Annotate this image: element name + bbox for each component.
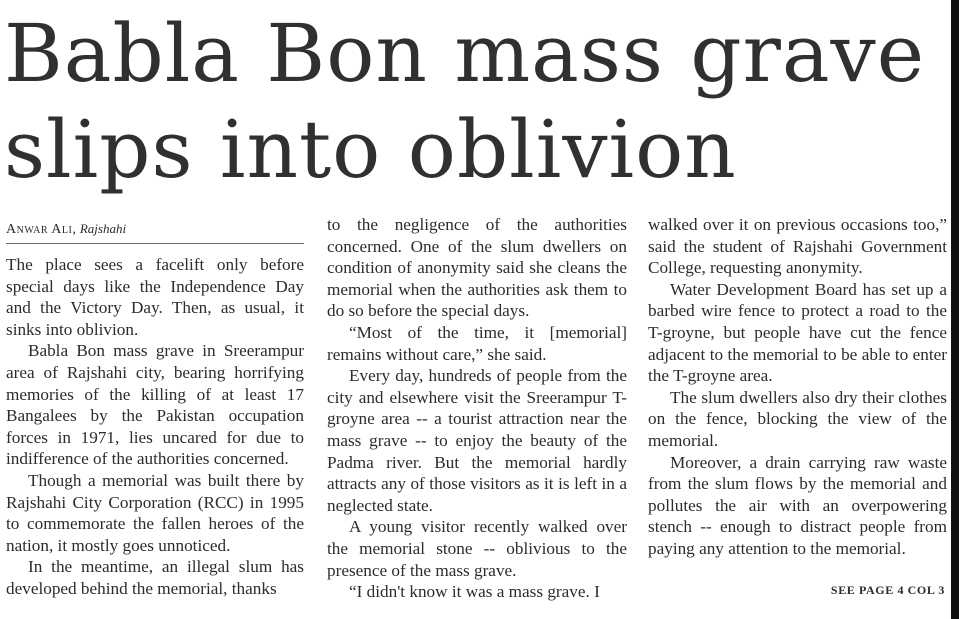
headline — [4, 6, 944, 198]
paragraph: Moreover, a drain carrying raw waste from the slum flows by the memorial and pollutes the air with an overpowering stench -- enough to distract people from paying any attention to the memorial. — [648, 452, 947, 558]
article-column-3 — [648, 214, 947, 560]
headline-line-1: Babla Bon mass grave — [4, 7, 926, 100]
byline-place: Rajshahi — [79, 221, 127, 236]
paragraph: “Most of the time, it [memorial] remains without care,” she said. — [327, 322, 627, 364]
paragraph: Babla Bon mass grave in Sreerampur area of Rajshahi city, bearing horrifying memories of the killing of at least 17 Bangalees by the Pakistan occupation forces in 1971, lies uncared for due to indifference of the authorities concerned. — [6, 341, 304, 469]
article-column-2 — [327, 214, 627, 603]
page-edge-border — [951, 0, 959, 619]
paragraph: The place sees a facelift only before special days like the Independence Day and the Victory Day. Then, as usual, it sinks into oblivion. — [6, 255, 304, 339]
paragraph: walked over it on previous occasions too,” said the student of Rajshahi Government College, requesting anonymity. — [648, 215, 947, 278]
paragraph: “I didn't know it was a mass grave. I — [349, 582, 600, 602]
paragraph: A young visitor recently walked over the memorial stone -- oblivious to the presence of the mass grave. — [327, 517, 627, 580]
continued-on-page-link: SEE PAGE 4 COL 3 — [830, 583, 945, 597]
paragraph: to the negligence of the authorities concerned. One of the slum dwellers on condition of anonymity said she cleans the memorial when the authorities ask them to do so before the special days. — [327, 215, 627, 321]
paragraph: Though a memorial was built there by Rajshahi City Corporation (RCC) in 1995 to commemorate the fallen heroes of the nation, it mostly goes unnoticed. — [6, 470, 304, 555]
headline-line-2: slips into oblivion — [4, 103, 737, 196]
paragraph: The slum dwellers also dry their clothes on the fence, blocking the view of the memorial. — [648, 387, 947, 450]
paragraph: In the meantime, an illegal slum has developed behind the memorial, thanks — [6, 557, 304, 598]
byline-author: Anwar Ali, — [6, 222, 77, 237]
article-column-1 — [6, 254, 304, 600]
byline — [6, 219, 304, 244]
paragraph: Water Development Board has set up a barbed wire fence to protect a road to the T-groyne, but people have cut the fence adjacent to the memorial to be able to enter the T-groyne area. — [648, 279, 947, 386]
paragraph: Every day, hundreds of people from the city and elsewhere visit the Sreerampur T-groyne area -- a tourist attraction near the mass grave -- to enjoy the beauty of the Padma river. But the memorial hardly attracts any of those visitors as it is left in a neglected state. — [327, 366, 627, 515]
